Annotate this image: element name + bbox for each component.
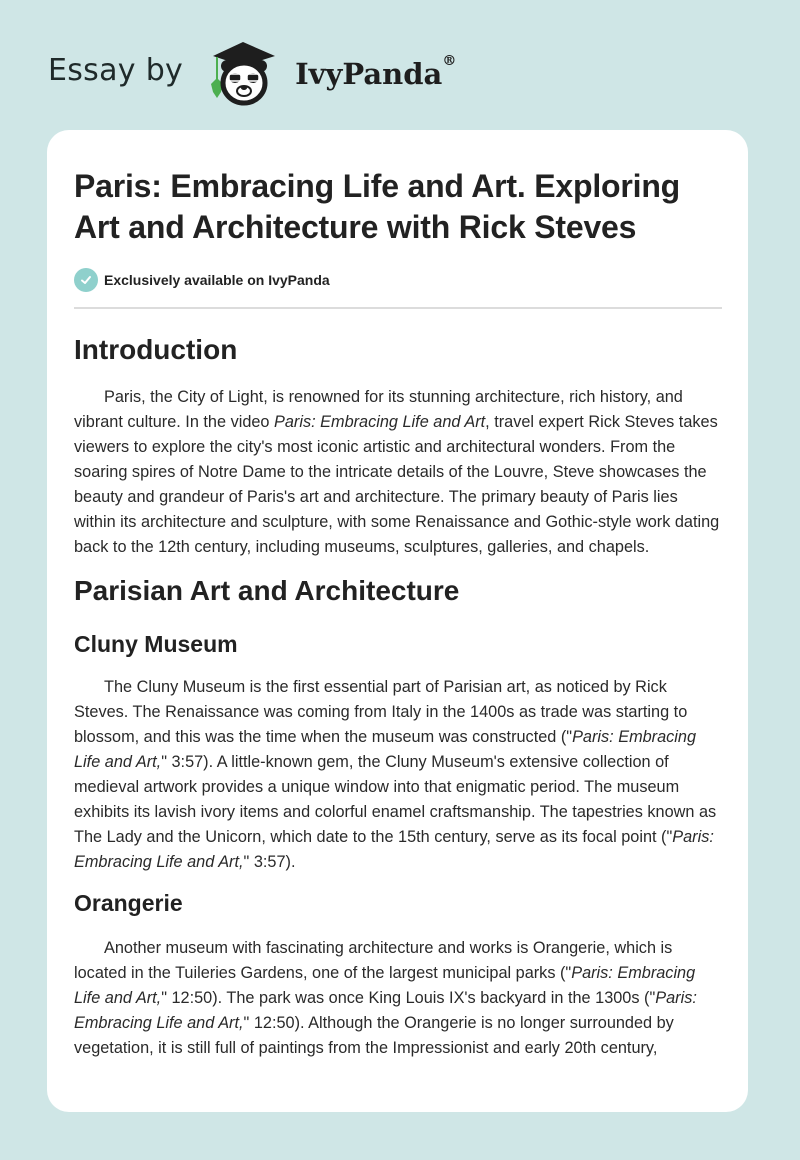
registered-mark: ® (442, 53, 457, 69)
paragraph-cluny-museum: The Cluny Museum is the first essential part of Parisian art, as noticed by Rick Steves. The Renaissance was coming from Italy in the 1400s as trade was starting to blossom, and this was the time when the museum was constructed ("Paris: Embracing Life and Art," 3:57). A little-known gem, the Cluny Museum's extensive collection of medieval artwork provides a unique window into that enigmatic period. The museum exhibits its lavish ivory items and colorful enamel craftsmanship. The tapestries known as The Lady and the Unicorn, which date to the 15th century, serve as its focal point ("Paris: Embracing Life and Art," 3:57). (74, 678, 717, 871)
heading-orangerie: Orangerie (74, 890, 183, 916)
paragraph-introduction: Paris, the City of Light, is renowned for its stunning architecture, rich history, and vibrant culture. In the video Paris: Embracing Life and Art, travel expert Rick Steves takes viewers to explore the city's most iconic artistic and architectural wonders. From the soaring spires of Notre Dame to the intricate details of the Louvre, Steve showcases the beauty and grandeur of Paris's art and architecture. The primary beauty of Paris lies within its architecture and sculpture, with some Renaissance and Gothic-style work dating back to the 12th century, including museums, sculptures, galleries, and chapels. (74, 388, 720, 556)
heading-introduction: Introduction (74, 334, 238, 365)
check-circle-icon (74, 268, 98, 292)
site-header (48, 36, 456, 108)
heading-cluny-museum: Cluny Museum (74, 631, 238, 657)
paragraph-orangerie: Another museum with fascinating architecture and works is Orangerie, which is located in the Tuileries Gardens, one of the largest municipal parks ("Paris: Embracing Life and Art," 12:50). The park was once King Louis IX's backyard in the 1300s ("Paris: Embracing Life and Art," 12:50). Although the Orangerie is no longer surrounded by vegetation, it is still full of paintings from the Impressionist and early 20th century, (74, 939, 697, 1057)
exclusive-badge (74, 268, 722, 292)
page-title: Paris: Embracing Life and Art. Exploring Art and Architecture with Rick Steves (74, 168, 681, 245)
exclusive-badge-label: Exclusively available on IvyPanda (104, 272, 330, 288)
heading-parisian-art: Parisian Art and Architecture (74, 575, 460, 606)
essay-card (47, 130, 748, 1112)
divider (74, 307, 722, 309)
panda-graduate-icon[interactable] (201, 36, 285, 108)
brand-prefix: Essay by (48, 52, 184, 88)
brand-name[interactable]: IvyPanda® (295, 53, 457, 91)
